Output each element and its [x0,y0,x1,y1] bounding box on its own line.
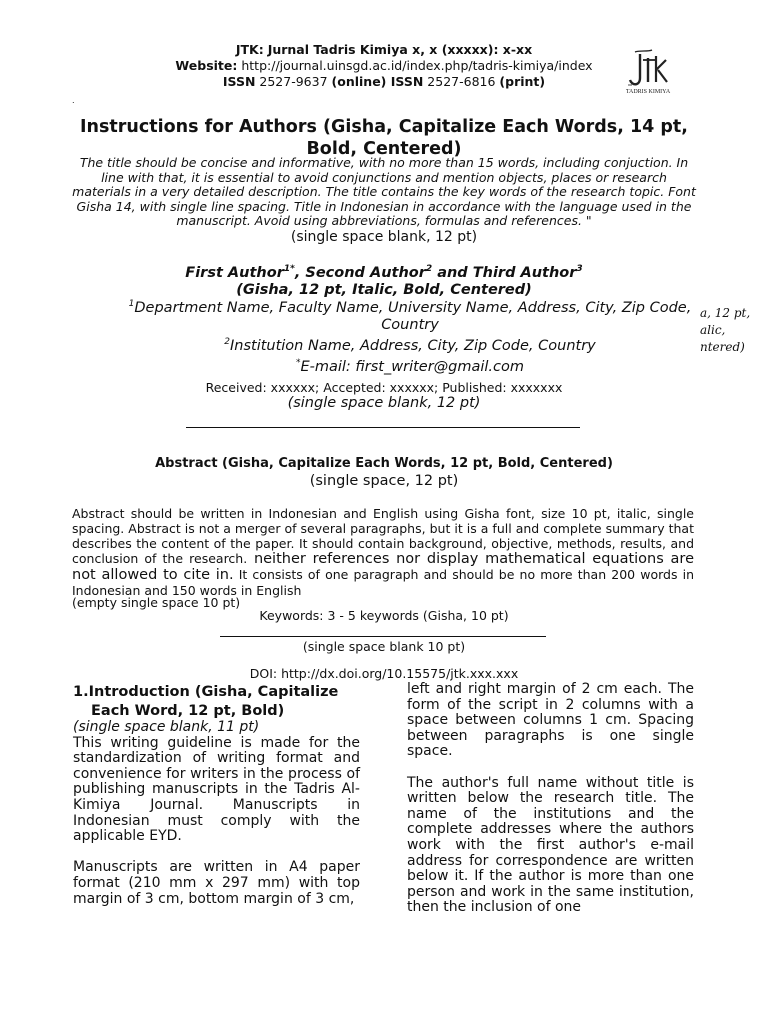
author-list [72,261,696,300]
issn-print: 2527-6816 [427,74,496,89]
abstract-text-2: neither references nor display mathematical equations are not allowed to cite in. [72,551,694,583]
first-author: First Author [185,264,284,281]
abstract-text-1: Abstract should be written in Indonesian and English using Gisha font, size 10 pt, italic, single spacing. Abstract is not a merger of several paragraphs, but it is a full and complete summary that describes the content of the paper. It should contain background, objective, methods, results, and conclusion of the research. [72,506,694,566]
issn-label: ISSN [222,74,256,89]
journal-header [90,42,678,90]
affil1-sup: 1 [128,299,135,309]
dates-blank-note: (single space blank, 12 pt) [287,395,481,411]
affiliations [110,296,710,375]
abstract-title: Abstract (Gisha, Capitalize Each Words, 12 pt, Bold, Centered) [155,456,613,471]
doi-line[interactable]: DOI: http://dx.doi.org/10.15575/jtk.xxx.xxx [249,666,519,681]
affiliation-1 [110,296,710,334]
issn-online-label: (online) ISSN [331,74,424,89]
abstract-empty-note: (empty single space 10 pt) [72,595,241,610]
keywords-divider [220,636,546,637]
journal-name: Jurnal Tadris Kimiya x, x (xxxxx): x-xx [267,42,533,57]
issn-print-label: (print) [499,74,546,89]
issn-online: 2527-9637 [259,74,328,89]
intro-blank-note: (single space blank, 11 pt) [73,719,260,735]
body-right-column [407,682,694,916]
website-label: Website: [175,58,238,73]
body-left-column [73,683,360,907]
email-text[interactable]: E-mail: first_writer@gmail.com [300,358,525,375]
right-paragraph-1: left and right margin of 2 cm each. The form of the script in 2 columns with a space between columns 1 cm. Spacing between paragraphs is one single space. [407,681,694,760]
title-blank-note: (single space blank, 12 pt) [290,228,478,245]
paper-title: Instructions for Authors (Gisha, Capitalize Each Words, 14 pt, Bold, Centered) [80,117,688,159]
margin-comment-line-3: ntered) [700,340,745,354]
website-line [90,58,678,74]
received-dates: Received: xxxxxx; Accepted: xxxxxx; Published: xxxxxxx [205,380,563,395]
margin-comment-line-2: alic, [700,323,726,337]
author-names [72,261,696,282]
margin-comment [700,305,750,356]
stray-dot: . [72,96,75,105]
corresponding-email [110,355,710,376]
third-author: and Third Author [432,264,577,281]
keywords-blank-note: (single space blank 10 pt) [302,639,466,654]
affiliation-2 [110,334,710,355]
journal-label: JTK: [235,42,264,57]
journal-citation-line [90,42,678,58]
second-author: , Second Author [294,264,426,281]
right-paragraph-2: The author's full name without title is written below the research title. The name of the institutions and the complete addresses where the authors work with the first author's e-mail address for correspondence are written below it. If the author is more than one person and work in the same institution, then the inclusion of one [407,774,694,916]
abstract-space-note: (single space, 12 pt) [309,473,459,489]
intro-paragraph-1: This writing guideline is made for the standardization of writing format and convenience for writers in the process of publishing manuscripts in the Tadris Al-Kimiya Journal. Manuscripts in Indonesian must comply with the applicable EYD. [73,734,360,845]
title-note-text: The title should be concise and informative, with no more than 15 words, including conjuction. In line with that, it is essential to avoid conjunctions and mention objects, places or research materials in a very detailed description. The title contains the key words of the research topic. Font Gisha 14, with single line spacing. Title in Indonesian in accordance with the language used in the manuscript. Avoid using abbreviations, formulas and references. " [72,155,696,228]
margin-comment-line-1: a, 12 pt, [700,306,751,320]
paragraph-gap [73,845,360,861]
divider-line [186,427,580,428]
intro-paragraph-2: Manuscripts are written in A4 paper format (210 mm x 297 mm) with top margin of 3 cm, bottom margin of 3 cm, [73,859,360,907]
third-author-sup: 3 [576,264,583,274]
journal-logo [618,48,678,98]
first-author-sup: 1* [283,264,295,274]
email-sup: * [295,357,301,368]
affil2-text: Institution Name, Address, City, Zip Code, Country [229,337,596,354]
jtk-logo-icon [618,48,678,98]
second-author-sup: 2 [425,264,433,274]
affil1-text: Department Name, Faculty Name, University Name, Address, City, Zip Code, Country [134,299,692,333]
affil2-sup: 2 [224,336,230,347]
title-instructions [72,156,696,246]
abstract-text-3: It consists of one paragraph and should be no more than 200 words in Indonesian and 150 words in English [72,567,694,598]
introduction-heading: 1.Introduction (Gisha, Capitalize Each Word, 12 pt, Bold) [73,684,339,719]
author-format-note: (Gisha, 12 pt, Italic, Bold, Centered) [236,282,532,299]
keywords: Keywords: 3 - 5 keywords (Gisha, 10 pt) [259,608,509,623]
issn-line [90,74,678,90]
website-link[interactable]: http://journal.uinsgd.ac.id/index.php/tadris-kimiya/index [241,58,593,73]
logo-subtext: TADRIS KIMIYA [625,89,671,95]
paragraph-gap [407,760,694,776]
abstract-body [72,506,694,598]
